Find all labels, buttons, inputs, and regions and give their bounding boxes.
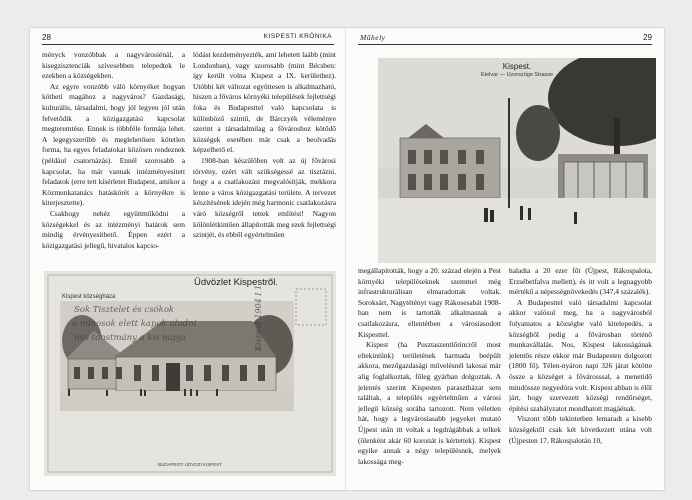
postcard-bottom-caption: BUDAPESTI UDVOZÍ KISPEST <box>157 462 222 467</box>
paragraph: Kispest (ha Pusztaszentlőrincről most eltekintünk) területének harmada beépült akkora, mezőgazdasági művelésnél lakosai már alig foglalkoztak, főleg gyárban dolgoztak. A jelentés szerint Kispesten parasztházat sem találtak, a település egyértelműen a városi jellegű község sorába tartozott. Nem véletlen hát, hogy a legvárosiasabb jegyeket mutató Újpest után itt voltak a legdrágábbak a telkek (ölenként akár 60 koronát is kértettek). Kispest egyike annak a négy településnek, melyek lakossága meg- <box>358 340 501 466</box>
right-page <box>346 28 664 490</box>
right-column-2 <box>509 266 652 486</box>
photo-subtitle: Etelvar — Uzorszöge Strasse <box>480 72 554 78</box>
photo-title: Kispest. <box>502 62 532 71</box>
left-column-2 <box>193 50 336 269</box>
left-header-rule <box>42 44 334 45</box>
handwriting-line: Sok Tisztelet és csókok <box>74 305 175 315</box>
paragraph: haladta a 20 ezer főt (Újpest, Rákospalota, Erzsébetfalva mellett), és itt volt a legnagyobb mértékű a népességnövekedés (347,4 százalék). <box>509 266 652 297</box>
right-column-1 <box>358 266 501 486</box>
handwriting-line: a minosok elett kapok aludni <box>72 319 197 329</box>
left-page-number: 28 <box>42 33 51 42</box>
left-running-head: KISPESTI KRÓNIKA <box>263 33 332 40</box>
left-page <box>30 28 346 490</box>
postcard-image <box>44 271 336 476</box>
paragraph: ményck vonzóbbak a nagyvárosiénál, a kisegzisztenciák szívesebben telepedtek le ezekben a községekben. <box>42 50 185 81</box>
right-running-head: Műhely <box>360 33 386 42</box>
postcard-illustration <box>44 271 336 476</box>
postcard-title: Üdvözlet Kispestről. <box>194 277 278 288</box>
postcard-caption-top: Kispest községháza <box>62 294 116 300</box>
paragraph: megállapították, hogy a 20. század elején a Pest környéki településeknek szemmel még infrastrukturálisan elmaradottak voltak. Soroksárt, Nagytétényt vagy Rákosesabát 1908-ban nem is tartották alkalmasnak a csatlakozásra, ellentétben a városiasodott Kispesttel. <box>358 266 501 339</box>
handwriting-line: Kispest 1904 I 1 <box>254 284 263 351</box>
left-column-1 <box>42 50 185 269</box>
street-photo-illustration <box>378 58 656 263</box>
paragraph: 1908-ban készülőben volt az új fővárosi törvény, ezért vált szükségessé az tisztázni, hogy a a csatlakozást megvalósítják, mekkora lenne a város közigazgatási területe. A tervezet készítésének idején még harmonic csatlakozásra váró községről tettek említést! Nagyon kölönlétkintően állapították meg ezek fejlettségi szintjét, és ebből egyértelműen <box>193 155 336 240</box>
street-photo <box>378 58 656 263</box>
right-page-number: 29 <box>643 33 652 42</box>
handwriting-line: nos tonstmány a kis napja <box>74 333 186 343</box>
paragraph: Viszont több tekintetben lemaradt a kisebb községektől csak két következett utána volt (Újpesten 17, Rákospalotán 10, <box>509 414 652 445</box>
right-header-rule <box>358 44 652 45</box>
paragraph: Csakhogy nehéz együttműködni a községekkel és az intézményi határok sem mindig érvényesíthető. Éppen ezért a közigazgatási jellegű, hivatalos kapcso- <box>42 208 185 250</box>
paragraph: A Budapesttel való társadalmi kapcsolat akkor valósul meg, ha a nagyvárosból folyamatos a községbe való kitelepedés, a községből pedig a fővárosban történő munkavállalás. Nos, Kispest lakosságának jelentős része ekkor már Budapesten dolgozott (1800 fő). Télen-nyáron napi 326 járat kötötte össze a községet a fővárosssal, a menetidő mindössze negyedóra volt. Kispest abban is élől járt, hogy szervezett községi rendőrséget, építési szabályzatot mondhatott magáénak. <box>509 297 652 413</box>
paragraph: Az egyre vonzóbb váló környéket hogyan köthetí magához a nagyváros? Gazdasági, kulturális, társadalmi, hogy jól legyen jól után felvetődik a közigazgatási kapcsolat megteremtése. Ennek is többféle formája lehet. A legegyszerűbb és meglehetősen kötetlen forma, ha egyes feladatokat közösen rendeznek (például csatornázás). Ennél szorosabb a kapcsolat, ha már vannak intézményesített feladatok (erre tett kísérletet Budapest, amikor a Közmunkatanács hatáskörét a környékre is kiterjesztette). <box>42 81 185 208</box>
paragraph: lódást kezdeményezték, ami lehetett laább (mint Londonban), vagy szorosabb (mint Bécsben: így került volna Kispest a IX. kerülethez). Utóbbi két változat együttesen is alkalmazható, hiszen a főváros környéki települések fejlettségi foka és Budapesttel való kapcsolata is különböző szintű, de Bárczyék véleménye szerint a társadalmilag a fővároshoz kötődő községek esetében már csak a beolvadás képzelhető el. <box>193 50 336 155</box>
